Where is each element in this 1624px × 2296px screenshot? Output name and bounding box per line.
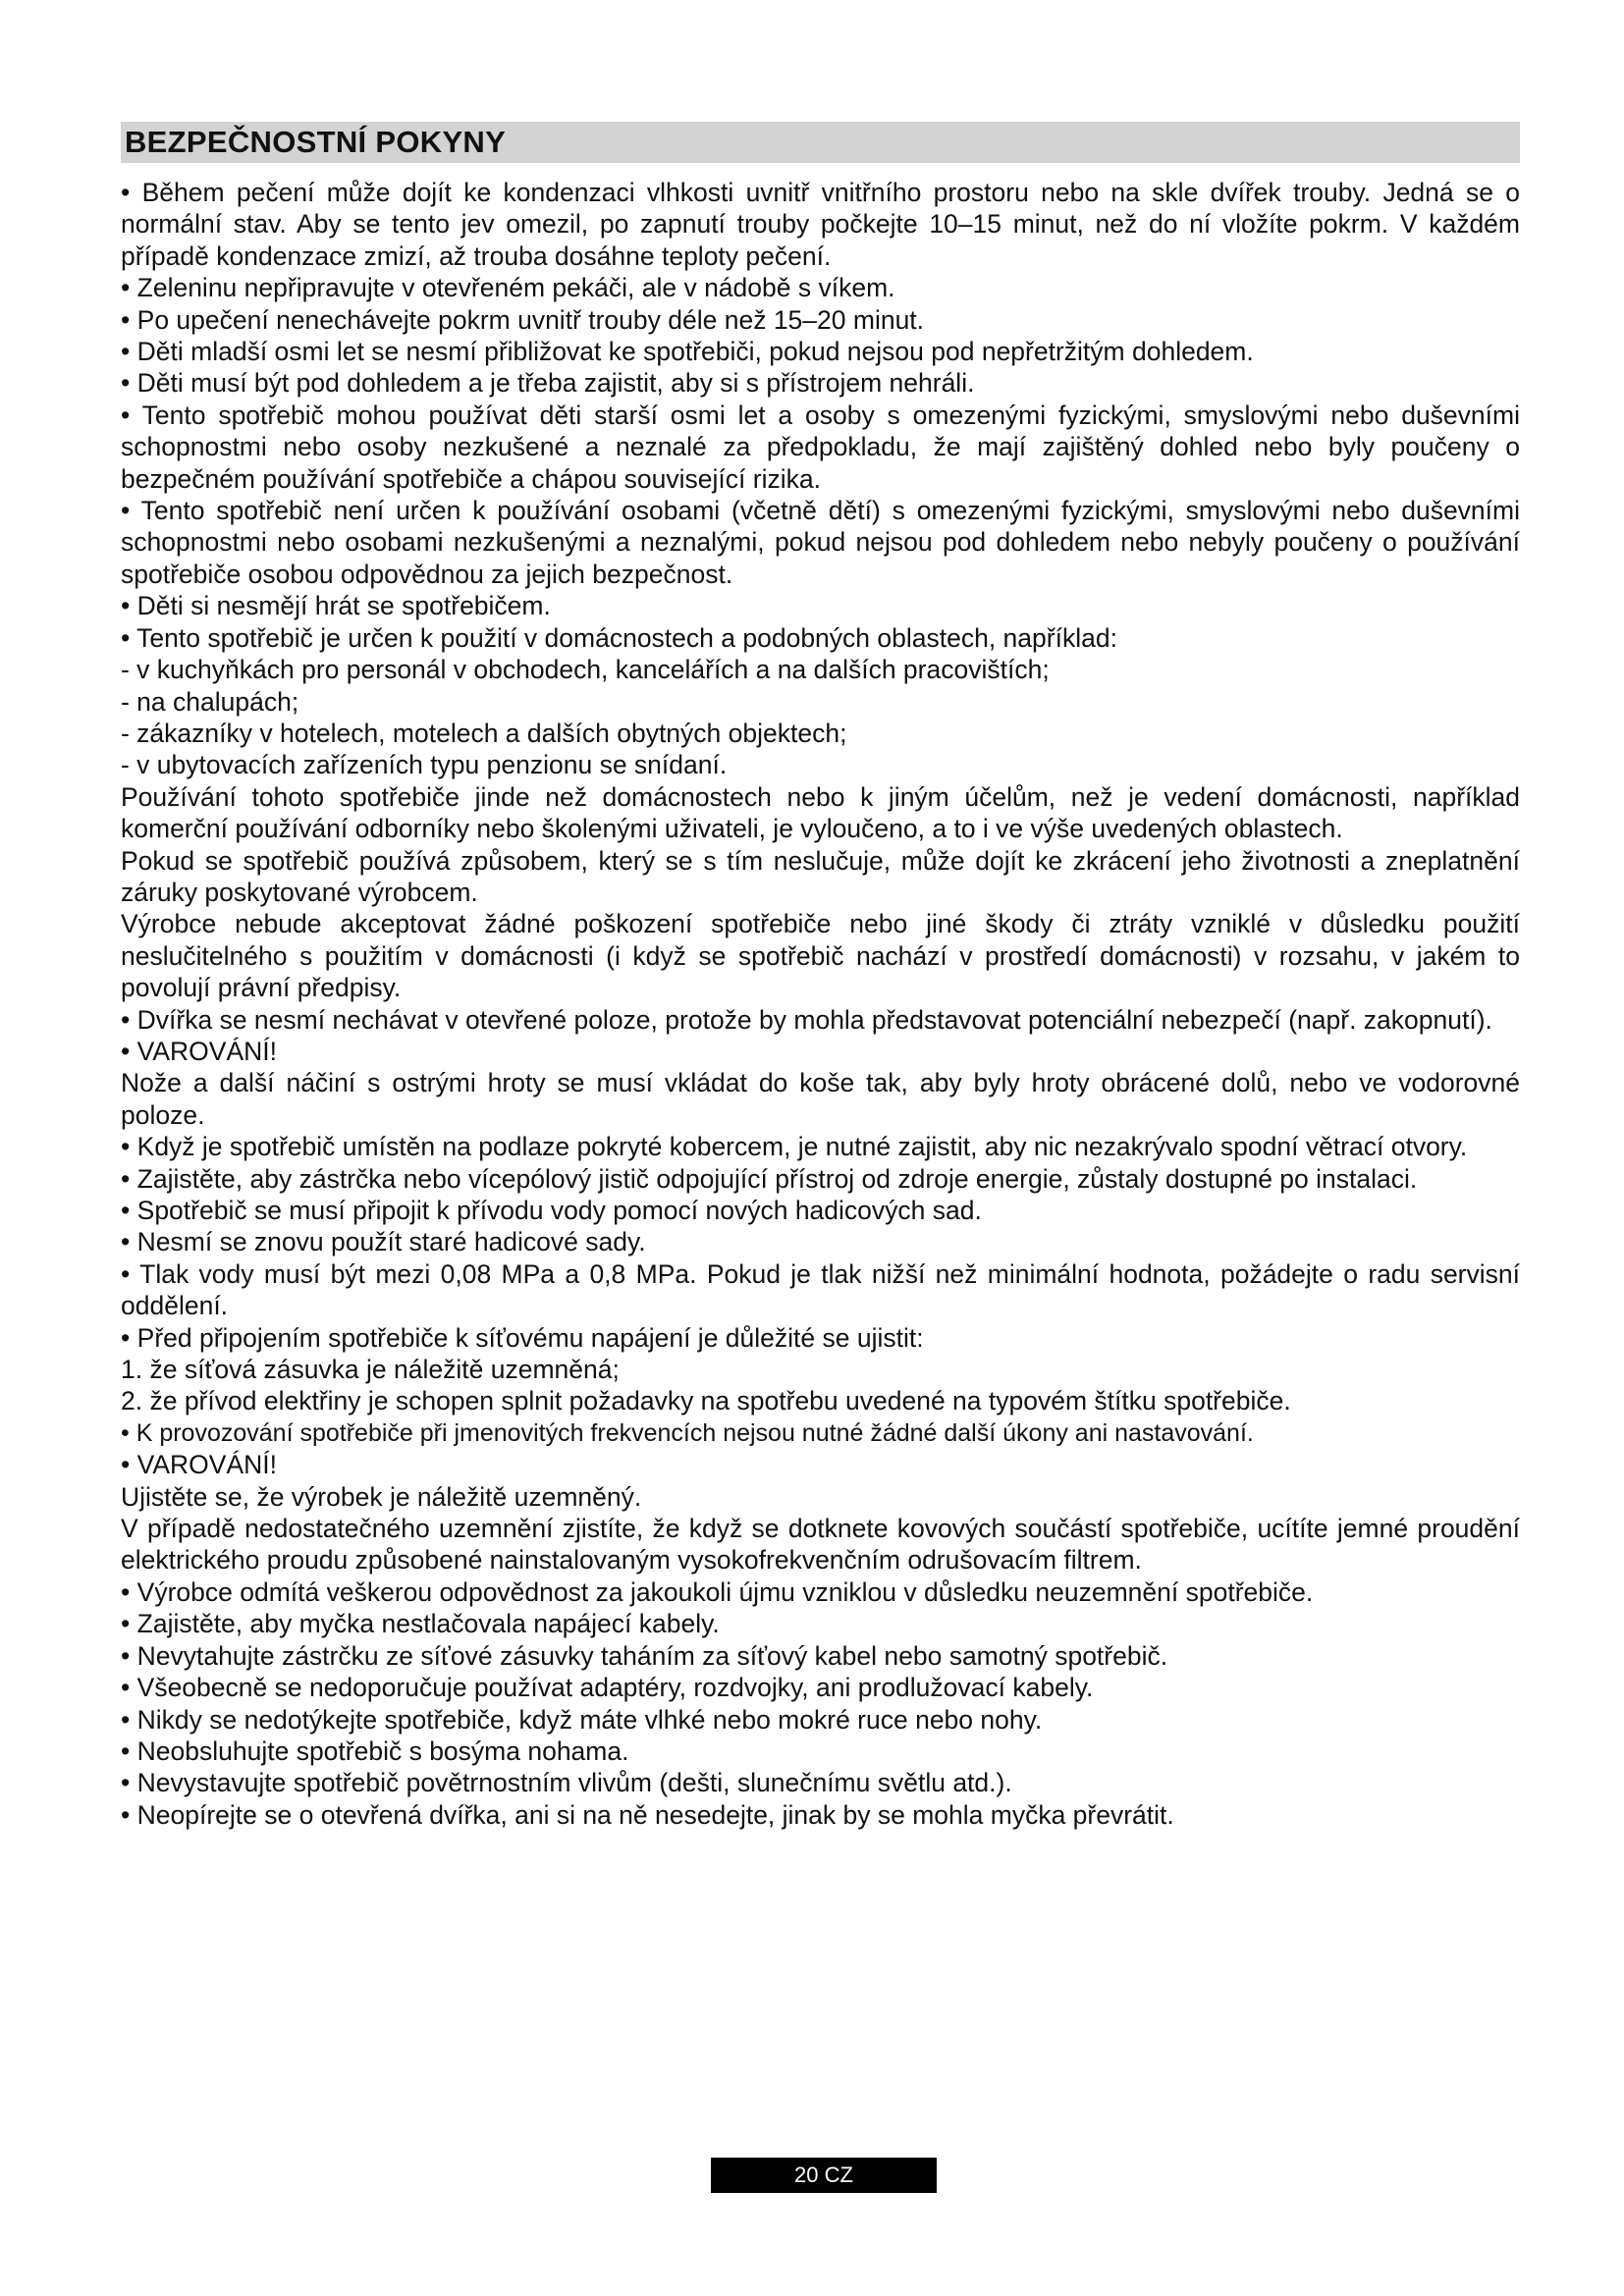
paragraph: Ujistěte se, že výrobek je náležitě uzemněný.: [121, 1481, 642, 1512]
paragraph: • Zeleninu nepřipravujte v otevřeném pekáči, ale v nádobě s víkem.: [121, 273, 895, 303]
section-title: BEZPEČNOSTNÍ POKYNY: [125, 125, 507, 159]
paragraph: • Během pečení může dojít ke kondenzaci vlhkosti uvnitř vnitřního prostoru nebo na skle dvířek trouby. Jedná se o normální stav. Aby se tento jev omezil, po zapnutí trouby počkejte 10–15 minut, než do ní vložíte pokrm. V každém případě kondenzace zmizí, až trouba dosáhne teploty pečení.: [121, 178, 1520, 271]
paragraph: • Nevytahujte zástrčku ze síťové zásuvky taháním za síťový kabel nebo samotný spotřebič.: [121, 1640, 1168, 1671]
paragraph: Výrobce nebude akceptovat žádné poškození spotřebiče nebo jiné škody či ztráty vzniklé v důsledku použití neslučitelného s použitím v domácnosti (i když se spotřebič nachází v prostředí domácnosti) v rozsahu, v jakém to povolují právní předpisy.: [121, 909, 1520, 1003]
page-number: 20 CZ: [794, 2163, 853, 2187]
page-number-badge: [711, 2158, 937, 2193]
paragraph: • Tlak vody musí být mezi 0,08 MPa a 0,8 MPa. Pokud je tlak nižší než minimální hodnota, požádejte o radu servisní oddělení.: [121, 1258, 1520, 1321]
warning-label: • VAROVÁNÍ!: [121, 1036, 277, 1066]
section-header: [121, 122, 1520, 163]
paragraph: • Neobsluhujte spotřebič s bosýma nohama.: [121, 1735, 629, 1766]
paragraph: • Když je spotřebič umístěn na podlaze pokryté kobercem, je nutné zajistit, aby nic nezakrývalo spodní větrací otvory.: [121, 1132, 1468, 1162]
paragraph: • Dvířka se nesmí nechávat v otevřené poloze, protože by mohla představovat potenciální nebezpečí (např. zakopnutí).: [121, 1004, 1492, 1035]
paragraph: • Spotřebič se musí připojit k přívodu vody pomocí nových hadicových sad.: [121, 1196, 982, 1225]
paragraph: • K provozování spotřebiče při jmenovitých frekvencích nejsou nutné žádné další úkony ani nastavování.: [121, 1418, 1254, 1447]
list-item: - na chalupách;: [121, 686, 299, 717]
paragraph: • Výrobce odmítá veškerou odpovědnost za jakoukoli újmu vzniklou v důsledku neuzemnění spotřebiče.: [121, 1576, 1314, 1607]
paragraph: Používání tohoto spotřebiče jinde než domácnostech nebo k jiným účelům, než je vedení domácnosti, například komerční používání odborníky nebo školenými uživateli, je vyloučeno, a to i ve výše uvedených oblastech.: [121, 781, 1520, 844]
paragraph: • Nevystavujte spotřebič povětrnostním vlivům (dešti, slunečnímu světlu atd.).: [121, 1768, 1012, 1798]
list-item: - zákazníky v hotelech, motelech a dalších obytných objektech;: [121, 718, 847, 748]
paragraph: • Neopírejte se o otevřená dvířka, ani si na ně nesedejte, jinak by se mohla myčka převrátit.: [121, 1799, 1174, 1830]
paragraph: V případě nedostatečného uzemnění zjistíte, že když se dotknete kovových součástí spotřebiče, ucítíte jemné proudění elektrického proudu způsobené nainstalovaným vysokofrekvenčním odrušovacím filtrem.: [121, 1514, 1520, 1575]
paragraph: • Zajistěte, aby myčka nestlačovala napájecí kabely.: [121, 1609, 720, 1639]
paragraph: • Tento spotřebič je určen k použití v domácnostech a podobných oblastech, například:: [121, 622, 1117, 653]
paragraph: Nože a další náčiní s ostrými hroty se musí vkládat do koše tak, aby byly hroty obrácené dolů, nebo ve vodorovné poloze.: [121, 1068, 1520, 1130]
safety-instructions: [121, 177, 1520, 1831]
list-item: - v ubytovacích zařízeních typu penzionu se snídaní.: [121, 750, 728, 780]
manual-page: [121, 122, 1520, 1831]
paragraph: • Děti musí být pod dohledem a je třeba zajistit, aby si s přístrojem nehráli.: [121, 368, 975, 399]
paragraph: • Děti mladší osmi let se nesmí přibližovat ke spotřebiči, pokud nejsou pod nepřetržitým dohledem.: [121, 337, 1254, 367]
paragraph: • Všeobecně se nedoporučuje používat adaptéry, rozdvojky, ani prodlužovací kabely.: [121, 1673, 1094, 1703]
paragraph: • Nesmí se znovu použít staré hadicové sady.: [121, 1227, 646, 1257]
paragraph: • Tento spotřebič není určen k používání osobami (včetně dětí) s omezenými fyzickými, smyslovými nebo duševními schopnostmi nebo osobami nezkušenými a neznalými, pokud nejsou pod dohledem nebo nebyly poučeny o používání spotřebiče osobou odpovědnou za jejich bezpečnost.: [121, 496, 1520, 589]
paragraph: Pokud se spotřebič používá způsobem, který se s tím neslučuje, může dojít ke zkrácení jeho životnosti a zneplatnění záruky poskytované výrobcem.: [121, 845, 1520, 907]
paragraph: • Zajistěte, aby zástrčka nebo vícepólový jistič odpojující přístroj od zdroje energie, zůstaly dostupné po instalaci.: [121, 1163, 1418, 1194]
warning-label: • VAROVÁNÍ!: [121, 1450, 277, 1480]
list-item: 1. že síťová zásuvka je náležitě uzemněná;: [121, 1355, 620, 1385]
list-item: 2. že přívod elektřiny je schopen splnit požadavky na spotřebu uvedené na typovém štítku spotřebiče.: [121, 1386, 1291, 1416]
paragraph: • Děti si nesmějí hrát se spotřebičem.: [121, 591, 551, 621]
paragraph: • Před připojením spotřebiče k síťovému napájení je důležité se ujistit:: [121, 1322, 924, 1353]
paragraph: • Po upečení nenechávejte pokrm uvnitř trouby déle než 15–20 minut.: [121, 304, 925, 335]
paragraph: • Tento spotřebič mohou používat děti starší osmi let a osoby s omezenými fyzickými, smyslovými nebo duševními schopnostmi nebo osoby nezkušené a neznalé za předpokladu, že mají zajištěný dohled nebo byly poučeny o bezpečném používání spotřebiče a chápou související rizika.: [121, 400, 1520, 494]
paragraph: • Nikdy se nedotýkejte spotřebiče, když máte vlhké nebo mokré ruce nebo nohy.: [121, 1704, 1043, 1735]
list-item: - v kuchyňkách pro personál v obchodech, kancelářích a na dalších pracovištích;: [121, 655, 1050, 685]
